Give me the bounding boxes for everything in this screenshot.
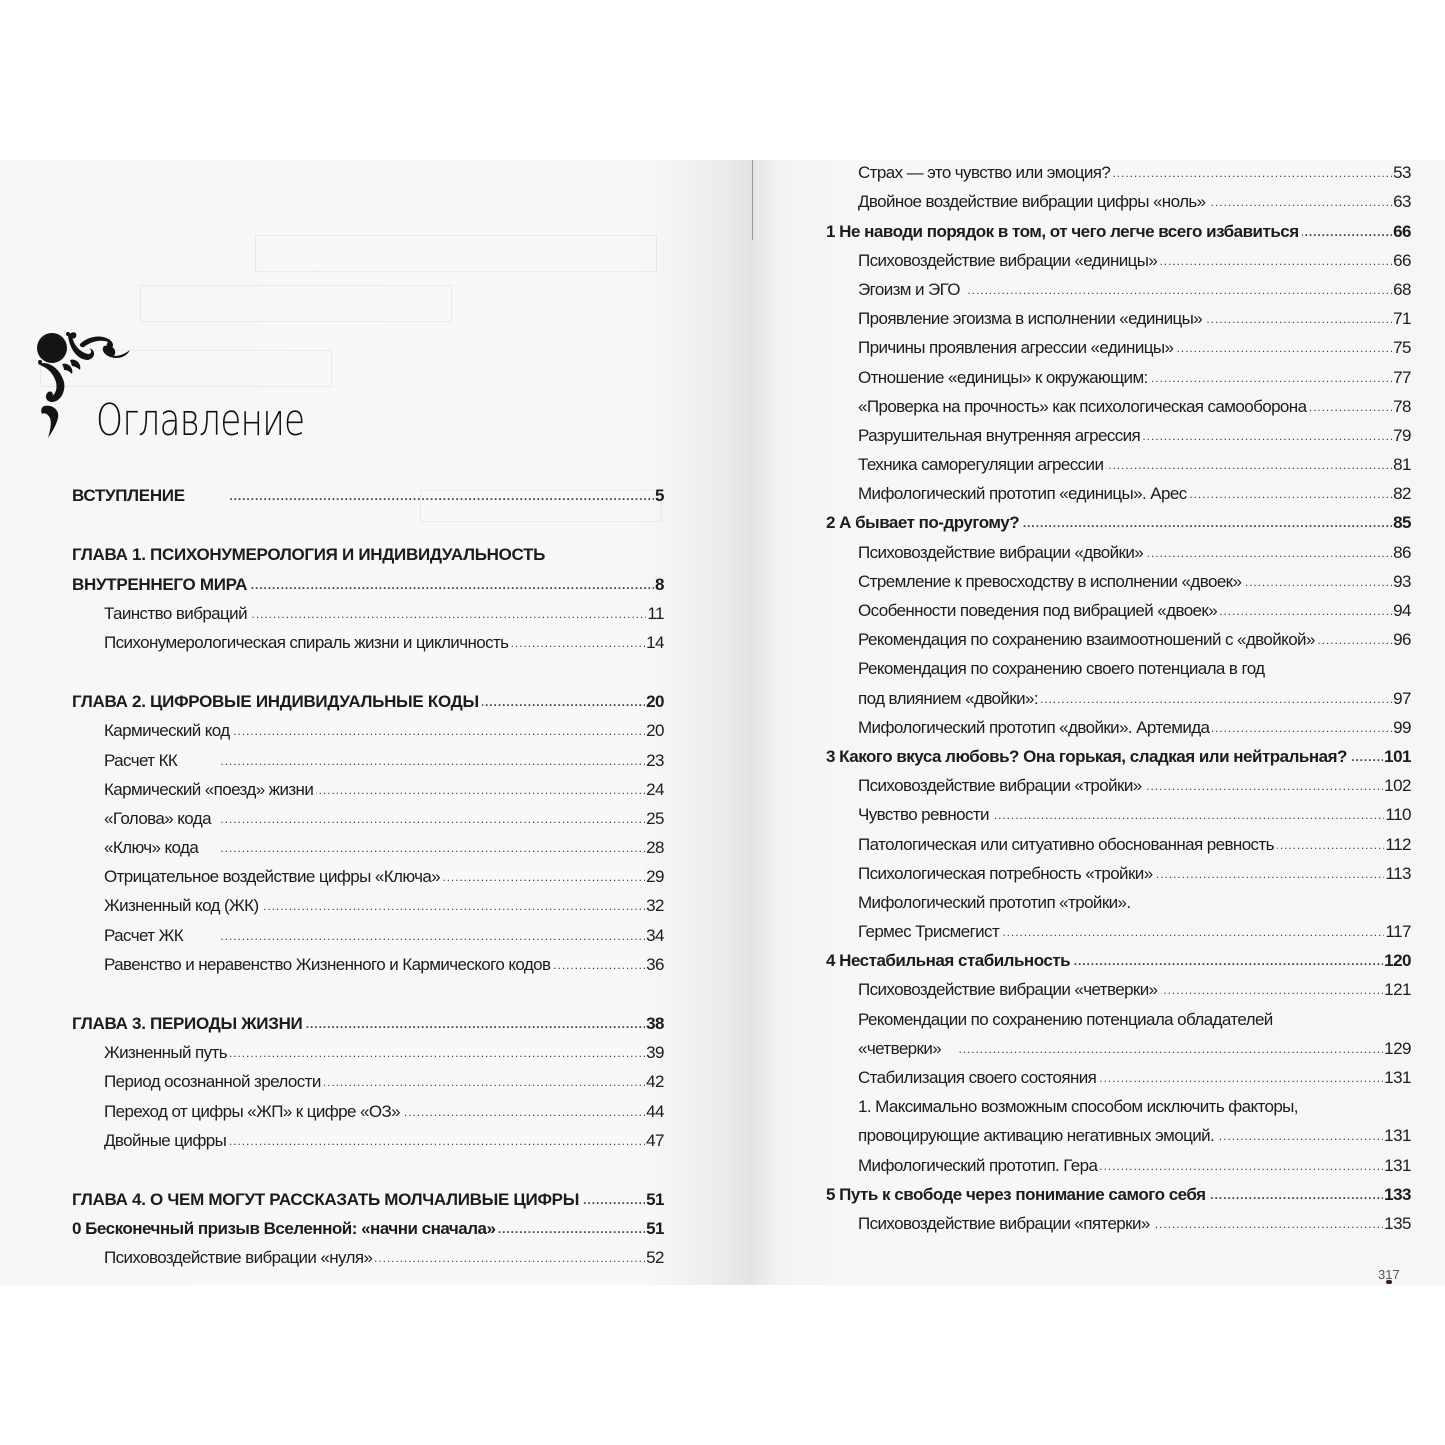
toc-subsection-entry[interactable] bbox=[826, 533, 1411, 562]
toc-subsection-entry[interactable] bbox=[72, 741, 664, 770]
toc-section-entry[interactable] bbox=[826, 738, 1411, 767]
toc-entry-title: Стремление к превосходству в исполнении «двоек» bbox=[858, 571, 1242, 591]
toc-entry-title: 3 Какого вкуса любовь? Она горькая, сладкая или нейтральная? bbox=[826, 746, 1347, 766]
dot-leader bbox=[1190, 484, 1392, 504]
toc-entry-title: Психологическая потребность «тройки» bbox=[858, 863, 1153, 883]
dot-leader bbox=[1209, 1185, 1384, 1205]
toc-subsection-entry[interactable] bbox=[826, 592, 1411, 621]
dot-leader bbox=[1022, 513, 1392, 533]
toc-subsection-entry[interactable] bbox=[826, 446, 1411, 475]
toc-page-number: 28 bbox=[646, 838, 664, 858]
toc-page-number: 94 bbox=[1393, 601, 1411, 620]
toc-page-number: 131 bbox=[1384, 1126, 1411, 1146]
dot-leader bbox=[250, 575, 654, 595]
toc-page-number: 112 bbox=[1385, 834, 1411, 854]
toc-page-number: 113 bbox=[1385, 863, 1411, 883]
toc-subsection-entry[interactable] bbox=[72, 858, 664, 887]
toc-page-number: 8 bbox=[655, 574, 664, 594]
toc-subsection-entry[interactable] bbox=[826, 563, 1411, 592]
dot-leader bbox=[1151, 368, 1392, 388]
dot-leader bbox=[1276, 1010, 1410, 1030]
toc-entry-title: Равенство и неравенство Жизненного и Кармического кодов bbox=[104, 954, 551, 974]
toc-entry-title: Мифологический прототип «тройки». bbox=[858, 892, 1131, 912]
toc-subsection-entry[interactable] bbox=[72, 1063, 664, 1092]
toc-entry-title: Мифологический прототип «двойки». Артемида bbox=[858, 717, 1210, 737]
toc-entry-title: ВНУТРЕННЕГО МИРА bbox=[72, 574, 248, 594]
toc-entry-title: 1. Максимально возможным способом исключить факторы, bbox=[858, 1097, 1298, 1117]
toc-subsection-entry[interactable] bbox=[72, 887, 664, 916]
dot-leader bbox=[316, 780, 645, 800]
dot-leader bbox=[1160, 251, 1392, 271]
toc-subsection-entry[interactable] bbox=[72, 1122, 664, 1151]
toc-entry-title: Таинство вибраций bbox=[104, 603, 247, 623]
dot-leader bbox=[1318, 630, 1392, 650]
dot-leader bbox=[1205, 309, 1392, 329]
toc-subsection-entry[interactable] bbox=[826, 679, 1411, 708]
toc-entry-title: Гермес Трисмегист bbox=[858, 922, 1000, 942]
toc-subsection-entry[interactable] bbox=[826, 796, 1411, 825]
toc-subsection-entry[interactable] bbox=[72, 595, 664, 624]
toc-page-number: 25 bbox=[646, 808, 664, 828]
dot-leader bbox=[1209, 192, 1393, 212]
toc-subsection-entry[interactable] bbox=[826, 621, 1411, 650]
toc-entry-title: Психовоздействие вибрации «единицы» bbox=[858, 250, 1158, 270]
toc-page-number: 77 bbox=[1393, 367, 1411, 387]
section-spacer bbox=[72, 506, 664, 536]
dot-leader bbox=[403, 1102, 645, 1122]
toc-page-number: 99 bbox=[1393, 717, 1411, 737]
dot-leader bbox=[1161, 980, 1384, 1000]
toc-page-number: 133 bbox=[1384, 1184, 1411, 1204]
toc-subsection-entry[interactable] bbox=[826, 1000, 1411, 1029]
toc-page-number: 42 bbox=[646, 1072, 664, 1092]
dot-leader bbox=[1099, 1068, 1383, 1088]
dot-leader bbox=[548, 545, 663, 565]
toc-subsection-entry[interactable] bbox=[826, 475, 1411, 504]
toc-subsection-entry[interactable] bbox=[72, 624, 664, 653]
toc-chapter-entry[interactable] bbox=[72, 536, 664, 565]
dot-leader bbox=[1106, 455, 1392, 475]
toc-page-number: 135 bbox=[1384, 1213, 1411, 1233]
toc-chapter-entry[interactable] bbox=[72, 565, 664, 594]
toc-entry-title: Рекомендации по сохранению потенциала обладателей bbox=[858, 1009, 1273, 1029]
toc-subsection-entry[interactable] bbox=[826, 417, 1411, 446]
toc-page-number: 20 bbox=[646, 721, 664, 741]
dot-leader bbox=[1350, 747, 1383, 767]
dot-leader bbox=[992, 805, 1384, 825]
toc-subsection-entry[interactable] bbox=[72, 946, 664, 975]
dot-leader bbox=[1143, 426, 1392, 446]
dot-leader bbox=[1176, 338, 1392, 358]
toc-entry-title: Психовоздействие вибрации «нуля» bbox=[104, 1248, 373, 1268]
toc-entry-title: Период осознанной зрелости bbox=[104, 1072, 321, 1092]
dot-leader bbox=[1217, 1126, 1383, 1146]
toc-chapter-entry[interactable] bbox=[72, 1005, 664, 1034]
toc-entry-title: Расчет ЖК bbox=[104, 925, 183, 945]
toc-section-entry[interactable] bbox=[826, 942, 1411, 971]
toc-page-number: 121 bbox=[1384, 980, 1411, 1000]
toc-entry-title: Двойное воздействие вибрации цифры «ноль» bbox=[858, 192, 1206, 212]
dot-leader bbox=[1146, 543, 1392, 563]
dot-leader bbox=[1302, 222, 1392, 242]
toc-page-number: 29 bbox=[646, 867, 664, 887]
dot-leader bbox=[1212, 718, 1392, 738]
toc-page-number: 85 bbox=[1393, 513, 1411, 533]
toc-page-number: 79 bbox=[1393, 425, 1411, 445]
toc-page-number: 14 bbox=[646, 632, 664, 652]
toc-subsection-entry[interactable] bbox=[826, 767, 1411, 796]
dot-leader bbox=[582, 1190, 645, 1210]
toc-subsection-entry[interactable] bbox=[72, 800, 664, 829]
toc-page-number: 23 bbox=[646, 750, 664, 770]
dot-leader bbox=[250, 604, 646, 624]
toc-entry-title: ВСТУПЛЕНИЕ bbox=[72, 486, 185, 506]
toc-page-number: 5 bbox=[655, 486, 664, 506]
dot-leader bbox=[233, 721, 645, 741]
toc-subsection-entry[interactable] bbox=[826, 1205, 1411, 1234]
toc-page-number: 71 bbox=[1393, 309, 1411, 329]
dot-leader bbox=[1134, 893, 1410, 913]
toc-entry-title: Разрушительная внутренняя агрессия bbox=[858, 425, 1141, 445]
dot-leader bbox=[229, 1131, 645, 1151]
toc-page-number: 32 bbox=[646, 896, 664, 916]
toc-page-number: 82 bbox=[1393, 484, 1411, 504]
dot-leader bbox=[443, 867, 645, 887]
dot-leader bbox=[305, 1014, 645, 1034]
toc-subsection-entry[interactable] bbox=[826, 154, 1411, 183]
toc-page-number: 11 bbox=[647, 603, 664, 623]
toc-entry-title: Мифологический прототип «единицы». Арес bbox=[858, 484, 1187, 504]
toc-subsection-entry[interactable] bbox=[826, 1088, 1411, 1117]
toc-entry-title: Причины проявления агрессии «единицы» bbox=[858, 338, 1174, 358]
toc-page-number: 96 bbox=[1393, 630, 1411, 650]
dot-leader bbox=[1301, 1097, 1410, 1117]
toc-entry-title: 2 А бывает по-другому? bbox=[826, 513, 1020, 533]
toc-page-number: 120 bbox=[1384, 951, 1411, 971]
toc-entry-title: ГЛАВА 3. ПЕРИОДЫ ЖИЗНИ bbox=[72, 1014, 303, 1033]
toc-entry-title: 5 Путь к свободе через понимание самого себя bbox=[826, 1184, 1206, 1204]
toc-entry-title: Психонумерологическая спираль жизни и цикличность bbox=[104, 632, 509, 652]
toc-page-number: 68 bbox=[1393, 279, 1411, 299]
dot-leader bbox=[1145, 776, 1384, 796]
toc-entry-title: ГЛАВА 2. ЦИФРОВЫЕ ИНДИВИДУАЛЬНЫЕ КОДЫ bbox=[72, 692, 479, 712]
dot-leader bbox=[1156, 864, 1385, 884]
toc-entry-title: провоцирующие активацию негативных эмоций. bbox=[858, 1126, 1215, 1146]
dot-leader bbox=[482, 692, 645, 712]
dot-leader bbox=[186, 926, 645, 946]
toc-subsection-entry[interactable] bbox=[826, 855, 1411, 884]
page-number: 317 bbox=[1378, 1267, 1400, 1282]
toc-entry-title: Психовоздействие вибрации «пятерки» bbox=[858, 1213, 1150, 1233]
toc-entry-title: 0 Бесконечный призыв Вселенной: «начни сначала» bbox=[72, 1219, 496, 1239]
toc-entry-title: 4 Нестабильная стабильность bbox=[826, 951, 1071, 971]
dot-leader bbox=[1153, 1214, 1383, 1234]
dot-leader bbox=[262, 896, 646, 916]
toc-subsection-entry[interactable] bbox=[72, 916, 664, 945]
toc-page-number: 39 bbox=[646, 1043, 664, 1063]
toc-chapter-entry[interactable] bbox=[72, 1181, 664, 1210]
toc-entry-title: Стабилизация своего состояния bbox=[858, 1068, 1097, 1087]
dot-leader bbox=[214, 809, 645, 829]
dot-leader bbox=[944, 1039, 1383, 1059]
toc-section-entry[interactable] bbox=[826, 1176, 1411, 1205]
dot-leader bbox=[1277, 835, 1384, 855]
toc-entry-title: Эгоизм и ЭГО bbox=[858, 279, 960, 299]
toc-subsection-entry[interactable] bbox=[826, 271, 1411, 300]
dot-leader bbox=[511, 633, 645, 653]
toc-page-number: 52 bbox=[646, 1248, 664, 1268]
toc-entry-title: Рекомендация по сохранению взаимоотношений с «двойкой» bbox=[858, 630, 1315, 650]
toc-subsection-entry[interactable] bbox=[826, 388, 1411, 417]
toc-page-number: 101 bbox=[1384, 746, 1411, 766]
toc-subsection-entry[interactable] bbox=[72, 1239, 664, 1268]
gutter-line bbox=[752, 160, 753, 240]
dot-leader bbox=[1002, 922, 1384, 942]
toc-page-number: 63 bbox=[1393, 192, 1411, 212]
toc-entry-title: Двойные цифры bbox=[104, 1130, 227, 1150]
toc-page-number: 129 bbox=[1384, 1038, 1411, 1058]
dot-leader bbox=[1113, 163, 1392, 183]
toc-page-number: 53 bbox=[1393, 163, 1411, 183]
dot-leader bbox=[1309, 397, 1392, 417]
toc-entry-title: Страх — это чувство или эмоция? bbox=[858, 163, 1111, 183]
toc-right-column bbox=[826, 154, 1411, 1234]
toc-page-number: 44 bbox=[646, 1101, 664, 1121]
toc-subsection-entry[interactable] bbox=[826, 358, 1411, 387]
dot-leader bbox=[375, 1248, 645, 1268]
toc-page-number: 38 bbox=[646, 1014, 664, 1033]
toc-left-column bbox=[72, 477, 664, 1268]
toc-page-number: 131 bbox=[1384, 1068, 1411, 1087]
toc-entry-title: «Голова» кода bbox=[104, 808, 211, 828]
toc-entry-title: Проявление эгоизма в исполнении «единицы» bbox=[858, 309, 1203, 329]
toc-entry-title: ГЛАВА 4. О ЧЕМ МОГУТ РАССКАЗАТЬ МОЛЧАЛИВЫЕ ЦИФРЫ bbox=[72, 1189, 580, 1209]
toc-entry-title: Отношение «единицы» к окружающим: bbox=[858, 367, 1148, 387]
toc-subsection-entry[interactable] bbox=[72, 1034, 664, 1063]
toc-subsection-entry[interactable] bbox=[826, 183, 1411, 212]
toc-entry-title: ГЛАВА 1. ПСИХОНУМЕРОЛОГИЯ И ИНДИВИДУАЛЬНОСТЬ bbox=[72, 545, 546, 565]
toc-page-number: 47 bbox=[646, 1130, 664, 1150]
toc-subsection-entry[interactable] bbox=[72, 712, 664, 741]
toc-entry-title: Техника саморегуляции агрессии bbox=[858, 455, 1104, 475]
toc-subsection-entry[interactable] bbox=[826, 329, 1411, 358]
toc-page-number: 75 bbox=[1393, 338, 1411, 358]
bleed-through-table bbox=[255, 235, 657, 272]
dot-leader bbox=[553, 955, 645, 975]
dot-leader bbox=[498, 1219, 645, 1239]
dot-leader bbox=[1073, 951, 1383, 971]
toc-section-entry[interactable] bbox=[826, 212, 1411, 241]
toc-subsection-entry[interactable] bbox=[826, 971, 1411, 1000]
page-title: Оглавление bbox=[96, 395, 305, 446]
toc-subsection-entry[interactable] bbox=[826, 884, 1411, 913]
toc-subsection-entry[interactable] bbox=[826, 825, 1411, 854]
toc-page-number: 34 bbox=[646, 925, 664, 945]
toc-subsection-entry[interactable] bbox=[826, 1059, 1411, 1088]
toc-entry-title: Жизненный код (ЖК) bbox=[104, 896, 259, 916]
toc-entry-title: Отрицательное воздействие цифры «Ключа» bbox=[104, 867, 441, 887]
toc-entry-title: Психовоздействие вибрации «двойки» bbox=[858, 542, 1144, 562]
toc-entry-title: Чувство ревности bbox=[858, 805, 989, 825]
toc-entry-title: 1 Не наводи порядок в том, от чего легче всего избавиться bbox=[826, 221, 1299, 241]
toc-subsection-entry[interactable] bbox=[826, 242, 1411, 271]
toc-subsection-entry[interactable] bbox=[826, 709, 1411, 738]
toc-page-number: 20 bbox=[646, 692, 664, 712]
toc-entry-title: «Проверка на прочность» как психологическая самооборона bbox=[858, 396, 1307, 416]
section-spacer bbox=[72, 1151, 664, 1181]
toc-page-number: 51 bbox=[646, 1219, 664, 1239]
toc-subsection-entry[interactable] bbox=[826, 913, 1411, 942]
toc-chapter-entry[interactable] bbox=[72, 683, 664, 712]
toc-entry-title: Особенности поведения под вибрацией «двоек» bbox=[858, 601, 1218, 620]
toc-section-entry[interactable] bbox=[826, 504, 1411, 533]
dot-leader bbox=[180, 751, 645, 771]
toc-page-number: 97 bbox=[1393, 688, 1411, 708]
toc-subsection-entry[interactable] bbox=[826, 1117, 1411, 1146]
toc-page-number: 36 bbox=[646, 954, 664, 974]
dot-leader bbox=[1041, 689, 1392, 709]
dot-leader bbox=[963, 280, 1392, 300]
toc-entry-title: под влиянием «двойки»: bbox=[858, 688, 1039, 708]
dot-leader bbox=[1268, 659, 1411, 679]
toc-entry-title: Психовоздействие вибрации «четверки» bbox=[858, 980, 1158, 1000]
toc-entry-title: Жизненный путь bbox=[104, 1043, 227, 1063]
toc-page-number: 117 bbox=[1385, 922, 1411, 942]
toc-subsection-entry[interactable] bbox=[826, 1146, 1411, 1175]
toc-page-number: 110 bbox=[1385, 805, 1411, 825]
toc-entry-title: Рекомендация по сохранению своего потенциала в год bbox=[858, 659, 1265, 679]
dot-leader bbox=[1244, 572, 1392, 592]
bleed-through-table bbox=[140, 285, 452, 322]
section-spacer bbox=[72, 653, 664, 683]
toc-section-entry[interactable] bbox=[72, 1210, 664, 1239]
dot-leader bbox=[201, 838, 645, 858]
dot-leader bbox=[1220, 601, 1392, 621]
toc-page-number: 102 bbox=[1384, 776, 1411, 796]
toc-subsection-entry[interactable] bbox=[826, 650, 1411, 679]
toc-entry-title: Психовоздействие вибрации «тройки» bbox=[858, 776, 1142, 796]
toc-page-number: 66 bbox=[1393, 221, 1411, 241]
dot-leader bbox=[230, 1043, 645, 1063]
toc-entry-title: Кармический код bbox=[104, 721, 230, 741]
toc-entry-title: «Ключ» кода bbox=[104, 838, 199, 858]
toc-page-number: 86 bbox=[1393, 542, 1411, 562]
toc-page-number: 81 bbox=[1393, 455, 1411, 475]
toc-page-number: 66 bbox=[1393, 250, 1411, 270]
toc-chapter-entry[interactable] bbox=[72, 477, 664, 506]
toc-entry-title: Кармический «поезд» жизни bbox=[104, 779, 314, 799]
section-spacer bbox=[72, 975, 664, 1005]
toc-subsection-entry[interactable] bbox=[72, 829, 664, 858]
dot-leader bbox=[188, 486, 654, 506]
toc-subsection-entry[interactable] bbox=[826, 1030, 1411, 1059]
toc-entry-title: «четверки» bbox=[858, 1038, 942, 1058]
toc-entry-title: Переход от цифры «ЖП» к цифре «ОЗ» bbox=[104, 1101, 401, 1121]
dot-leader bbox=[324, 1072, 645, 1092]
toc-page-number: 24 bbox=[646, 779, 664, 799]
toc-subsection-entry[interactable] bbox=[72, 1092, 664, 1121]
toc-entry-title: Патологическая или ситуативно обоснованная ревность bbox=[858, 834, 1274, 854]
toc-page-number: 93 bbox=[1393, 571, 1411, 591]
toc-subsection-entry[interactable] bbox=[826, 300, 1411, 329]
toc-page-number: 51 bbox=[646, 1189, 664, 1209]
dot-leader bbox=[1100, 1156, 1383, 1176]
toc-page-number: 131 bbox=[1384, 1155, 1411, 1175]
toc-entry-title: Расчет КК bbox=[104, 750, 178, 770]
toc-subsection-entry[interactable] bbox=[72, 771, 664, 800]
toc-entry-title: Мифологический прототип. Гера bbox=[858, 1155, 1098, 1175]
toc-page-number: 78 bbox=[1393, 396, 1411, 416]
